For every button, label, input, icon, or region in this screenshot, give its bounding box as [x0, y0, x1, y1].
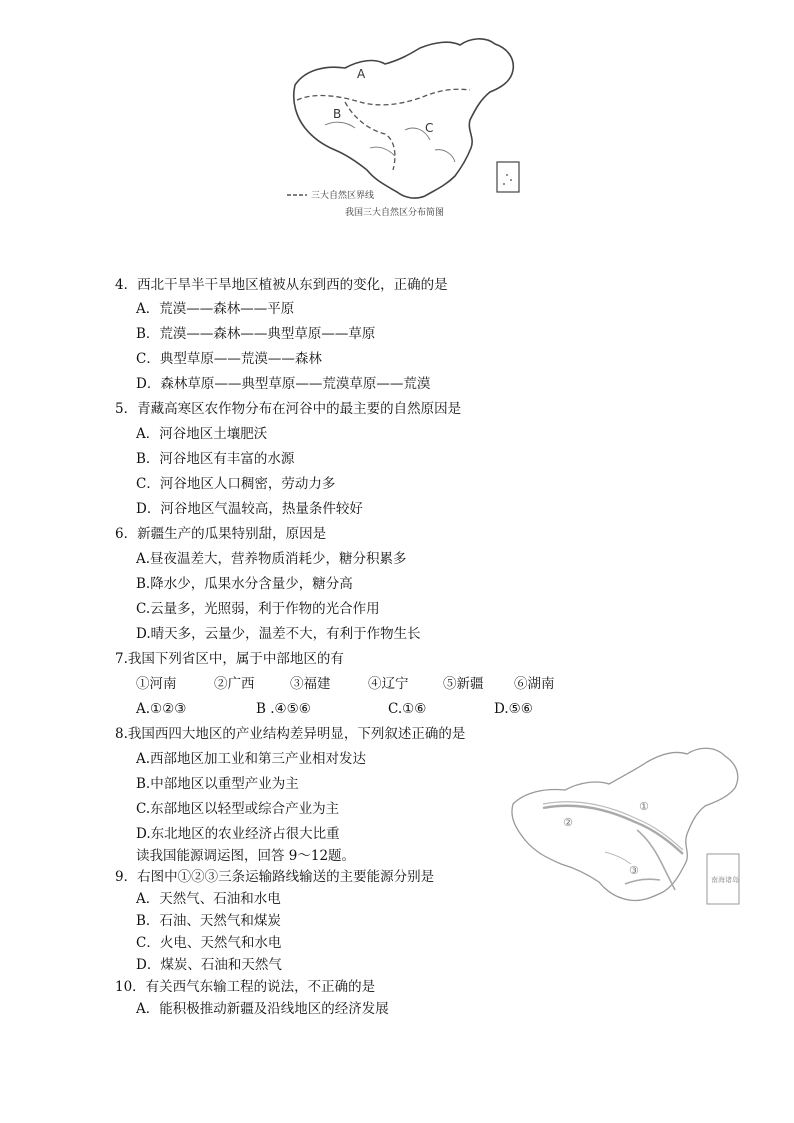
q9-option-d: D．煤炭、石油和天然气 [136, 957, 282, 973]
q4-option-a: A．荒漠——森林——平原 [136, 301, 295, 317]
q7-item-1: ①河南 [136, 676, 177, 692]
natural-regions-map [285, 30, 525, 225]
q5-option-c: C．河谷地区人口稠密，劳动力多 [136, 476, 336, 492]
map-caption: 我国三大自然区分布简图 [345, 208, 445, 218]
q4-option-c: C．典型草原——荒漠——森林 [136, 351, 322, 367]
q4-stem: 4．西北干旱半干旱地区植被从东到西的变化，正确的是 [115, 277, 448, 293]
q7-item-2: ②广西 [214, 676, 255, 692]
q7-item-4: ④辽宁 [368, 676, 409, 692]
q7-item-6: ⑥湖南 [514, 676, 555, 692]
q6-option-c: C.云量多，光照弱，利于作物的光合作用 [136, 601, 380, 617]
q5-option-b: B．河谷地区有丰富的水源 [136, 451, 295, 467]
q9-option-c: C．火电、天然气和水电 [136, 935, 282, 951]
q6-option-b: B.降水少，瓜果水分含量少，糖分高 [136, 576, 353, 592]
q5-stem: 5．青藏高寒区农作物分布在河谷中的最主要的自然原因是 [115, 401, 462, 417]
marker-1: ① [639, 800, 649, 813]
inset-label: 南海诸岛 [711, 876, 739, 884]
map-legend-text: 三大自然区界线 [311, 191, 375, 201]
q7-option-c: C.①⑥ [388, 701, 427, 717]
q9-option-a: A．天然气、石油和水电 [136, 891, 281, 907]
q9-option-b: B．石油、天然气和煤炭 [136, 913, 281, 929]
region-label-b: B [333, 107, 342, 121]
section-intro: 读我国能源调运图，回答 9～12题。 [136, 848, 356, 864]
q7-option-a: A.①②③ [136, 701, 187, 717]
marker-3: ③ [629, 864, 639, 877]
energy-transport-map [505, 742, 745, 917]
q8-option-a: A.西部地区加工业和第三产业相对发达 [136, 751, 367, 767]
q8-option-d: D.东北地区的农业经济占很大比重 [136, 826, 340, 842]
q7-stem: 7.我国下列省区中，属于中部地区的有 [115, 651, 344, 667]
q7-item-5: ⑤新疆 [443, 676, 484, 692]
marker-2: ② [563, 816, 573, 829]
q4-option-b: B．荒漠——森林——典型草原——草原 [136, 326, 376, 342]
q6-option-d: D.晴天多，云量少，温差不大，有利于作物生长 [136, 626, 421, 642]
energy-map-graphic [505, 742, 745, 917]
q8-stem: 8.我国西四大地区的产业结构差异明显，下列叙述正确的是 [115, 726, 466, 742]
china-map-outline-graphic [285, 30, 525, 225]
q6-stem: 6．新疆生产的瓜果特别甜，原因是 [115, 526, 327, 542]
q4-option-d: D．森林草原——典型草原——荒漠草原——荒漠 [136, 376, 431, 392]
q6-option-a: A.昼夜温差大，营养物质消耗少，糖分积累多 [136, 551, 407, 567]
q7-item-3: ③福建 [290, 676, 331, 692]
q5-option-a: A．河谷地区土壤肥沃 [136, 426, 268, 442]
region-label-a: A [357, 67, 366, 81]
region-label-c: C [425, 121, 434, 135]
q5-option-d: D．河谷地区气温较高，热量条件较好 [136, 501, 363, 517]
q9-stem: 9．右图中①②③三条运输路线输送的主要能源分别是 [115, 869, 435, 885]
q7-option-d: D.⑤⑥ [494, 701, 533, 717]
q8-option-c: C.东部地区以轻型或综合产业为主 [136, 801, 340, 817]
q8-option-b: B.中部地区以重型产业为主 [136, 776, 299, 792]
q7-option-b: B .④⑤⑥ [256, 701, 311, 717]
q10-stem: 10．有关西气东输工程的说法，不正确的是 [115, 979, 376, 995]
q10-option-a: A．能积极推动新疆及沿线地区的经济发展 [136, 1001, 389, 1017]
